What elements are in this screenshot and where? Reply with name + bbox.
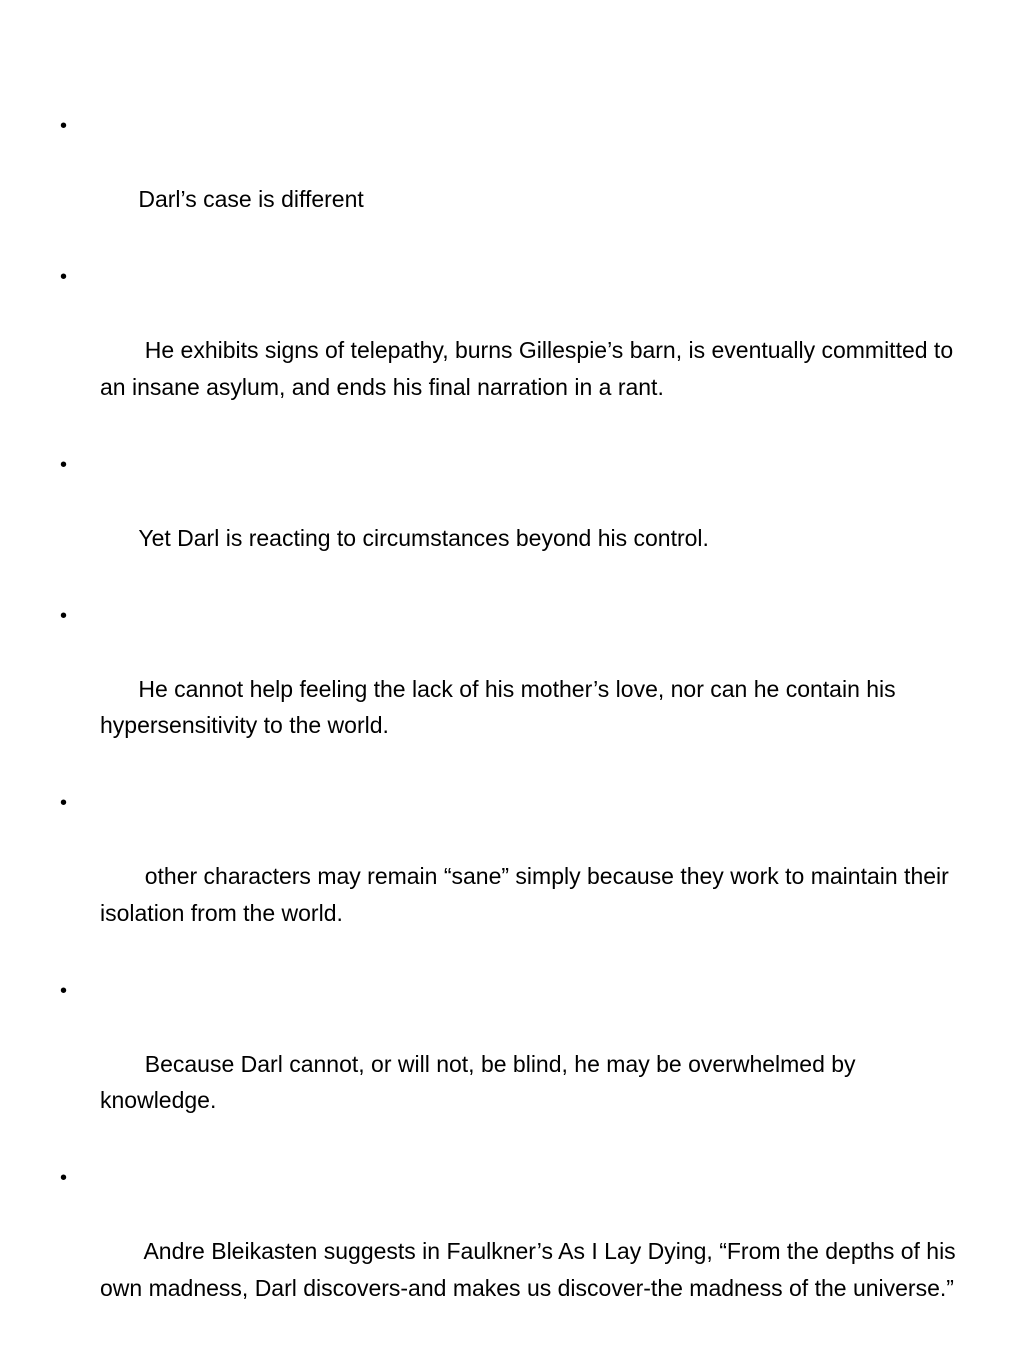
list-item xyxy=(60,598,960,781)
bullet-marker: • xyxy=(60,1167,68,1189)
bullet-marker: • xyxy=(60,115,68,137)
list-item xyxy=(60,259,960,442)
list-item xyxy=(60,108,960,254)
bullet-text: He exhibits signs of telepathy, burns Gillespie’s barn, is eventually committed to an insane asylum, and ends his final narration in a rant. xyxy=(100,337,960,400)
bullet-marker: • xyxy=(60,792,68,814)
bullet-text: Andre Bleikasten suggests in Faulkner’s As I Lay Dying, “From the depths of his own madness, Darl discovers-and makes us discover-the madness of the universe.” xyxy=(100,1238,963,1301)
bullet-marker: • xyxy=(60,979,68,1002)
bullet-marker: • xyxy=(60,266,68,288)
bullet-list xyxy=(60,108,963,1348)
bullet-text: Because Darl cannot, or will not, be blind, he may be overwhelmed by knowledge. xyxy=(100,1050,862,1113)
list-item xyxy=(60,785,960,968)
list-item xyxy=(60,973,960,1156)
bullet-text: He cannot help feeling the lack of his mother’s love, nor can he contain his hypersensitivity to the world. xyxy=(100,675,903,738)
bullet-text: Darl’s case is different xyxy=(138,186,364,212)
bullet-marker: • xyxy=(60,453,68,476)
list-item xyxy=(60,447,960,593)
bullet-text: other characters may remain “sane” simply because they work to maintain their isolation from the world. xyxy=(100,863,956,926)
bullet-text: Yet Darl is reacting to circumstances beyond his control. xyxy=(138,524,709,551)
bullet-marker: • xyxy=(60,604,68,627)
list-item xyxy=(60,1160,963,1343)
